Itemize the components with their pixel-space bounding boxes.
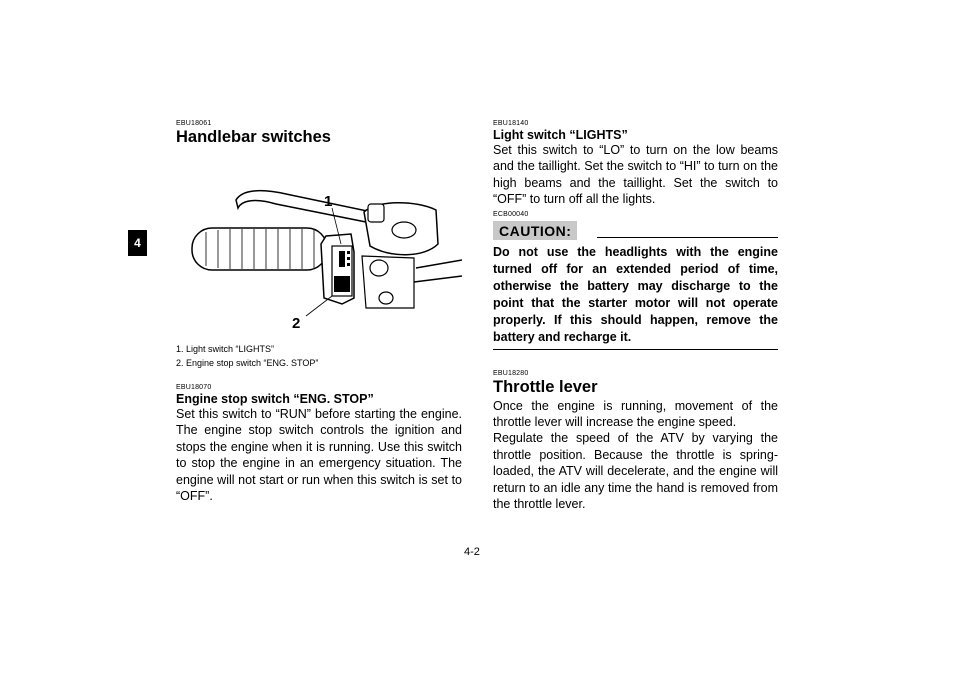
figure-callout-1: 1 bbox=[324, 193, 333, 210]
heading-throttle-lever: Throttle lever bbox=[493, 377, 598, 396]
left-column bbox=[176, 120, 462, 504]
caution-label: CAUTION: bbox=[493, 221, 577, 240]
throttle-body-2: Regulate the speed of the ATV by varying the throttle position. Because the throttle is spring-loaded, the ATV will decelerate, and the engine will return to an idle any time the hand is removed from the throttle lever. bbox=[493, 431, 778, 512]
handlebar-switch-figure bbox=[176, 148, 462, 328]
heading-light-switch: Light switch “LIGHTS” bbox=[493, 128, 628, 142]
section-code-handlebar: EBU18061 bbox=[176, 120, 212, 127]
handlebar-illustration bbox=[176, 148, 462, 328]
section-code-light-switch: EBU18140 bbox=[493, 120, 529, 127]
caution-code: ECB00040 bbox=[493, 210, 529, 218]
heading-handlebar-switches: Handlebar switches bbox=[176, 128, 331, 146]
figure-captions bbox=[176, 342, 462, 370]
engine-stop-body: Set this switch to “RUN” before starting the engine. The engine stop switch controls the ignition and stops the engine when it is running. Use this switch to stop the engine in an emergency situation. The engine will not start or run when this switch is set to “OFF”. bbox=[176, 407, 462, 504]
section-code-throttle: EBU18280 bbox=[493, 369, 529, 377]
caption-item: 2. Engine stop switch “ENG. STOP” bbox=[176, 358, 319, 368]
right-column bbox=[493, 120, 778, 512]
caption-item: 1. Light switch “LIGHTS” bbox=[176, 344, 275, 354]
section-code-engine-stop: EBU18070 bbox=[176, 384, 212, 391]
heading-engine-stop: Engine stop switch “ENG. STOP” bbox=[176, 392, 374, 406]
caution-box bbox=[493, 221, 778, 350]
caution-text: Do not use the headlights with the engine turned off for an extended period of time, otherwise the battery may discharge to the point that the starter motor will not operate properly. If this should happen, remove the battery and recharge it. bbox=[493, 244, 778, 350]
page-number: 4-2 bbox=[464, 546, 480, 558]
caution-rule bbox=[597, 237, 778, 238]
throttle-body-1: Once the engine is running, movement of the throttle lever will increase the engine speed. bbox=[493, 398, 778, 430]
light-switch-body: Set this switch to “LO” to turn on the low beams and the taillight. Set the switch to “HI” to turn on the high beams and the taillight. Set the switch to “OFF” to turn off all the lights. bbox=[493, 143, 778, 207]
figure-callout-2: 2 bbox=[292, 315, 301, 328]
section-tab: 4 bbox=[128, 230, 147, 256]
